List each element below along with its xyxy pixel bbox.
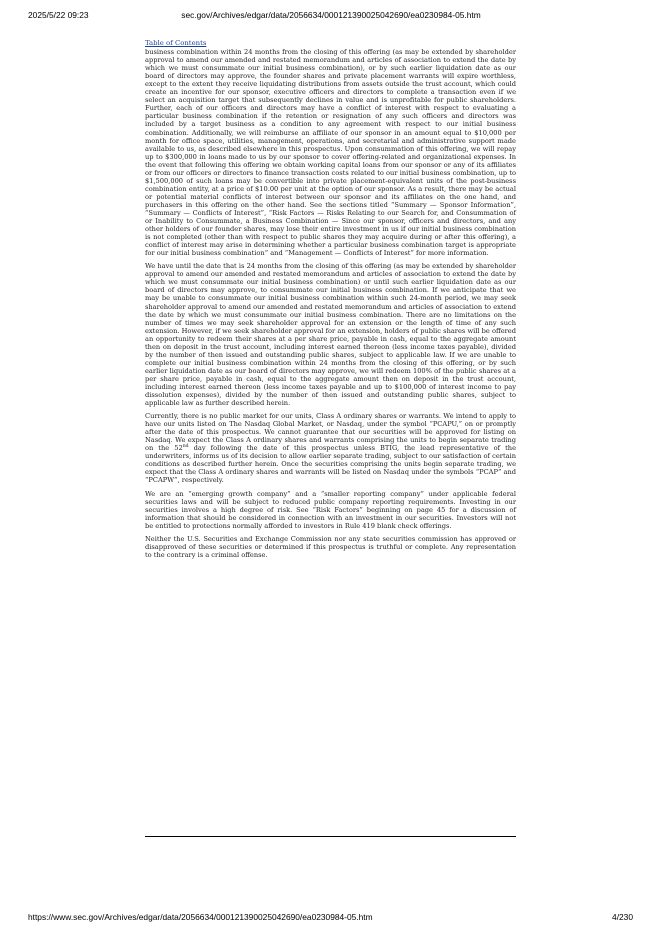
paragraph-sec-disclaimer: Neither the U.S. Securities and Exchange Commission nor any state securities commission has approved or disapproved of these securities or determined if this prospectus is truthful or complete. Any representation to the contrary is a criminal offense. [145,534,516,559]
table-of-contents-link[interactable]: Table of Contents [145,39,207,47]
print-datetime: 2025/5/22 09:23 [28,10,89,20]
ordinal-suffix: nd [182,444,189,450]
print-url: https://www.sec.gov/Archives/edgar/data/2056634/000121390025042690/ea0230984-05.htm [28,912,373,922]
divider-rule [145,836,516,837]
document-body [145,39,516,564]
print-page-count: 4/230 [612,912,633,922]
paragraph-conflicts: business combination within 24 months from the closing of this offering (as may be extended by shareholder approval to amend our amended and restated memorandum and articles of association to extend the date by which we must consummate our initial business combination), or by such earlier liquidation date as our board of directors may approve, the founder shares and private placement warrants will expire worthless, except to the extent they receive liquidating distributions from assets outside the trust account, which could create an incentive for our sponsor, executive officers and directors to complete a transaction even if we select an acquisition target that subsequently declines in value and is unprofitable for public shareholders. Further, each of our officers and directors may have a conflict of interest with respect to evaluating a particular business combination if the retention or resignation of any such officers and directors was included by a target business as a condition to any agreement with respect to our initial business combination. Additionally, we will reimburse an affiliate of our sponsor in an amount equal to $10,000 per month for office space, utilities, management, operations, and secretarial and administrative support made available to us, as described elsewhere in this prospectus. Upon consummation of this offering, we will repay up to $300,000 in loans made to us by our sponsor to cover offering-related and organizational expenses. In the event that following this offering we obtain working capital loans from our sponsor or any of its affiliates or from our officers or directors to finance transaction costs related to our initial business combination, up to $1,500,000 of such loans may be convertible into private placement-equivalent units of the post-business combination entity, at a price of $10.00 per unit at the option of our sponsor. As a result, there may be actual or potential material conflicts of interest between our sponsor and its affiliates on the one hand, and purchasers in this offering on the other hand. See the sections titled “Summary — Sponsor Information”, “Summary — Conflicts of Interest”, “Risk Factors — Risks Relating to our Search for, and Consummation of or Inability to Consummate, a Business Combination — Since our sponsor, officers and directors, and any other holders of our founder shares, may lose their entire investment in us if our initial business combination is not completed (other than with respect to public shares they may acquire during or after this offering), a conflict of interest may arise in determining whether a particular business combination target is appropriate for our initial business combination” and “Management — Conflicts of Interest” for more information. [145,48,516,258]
paragraph-deadline: We have until the date that is 24 months from the closing of this offering (as may be extended by shareholder approval to amend our amended and restated memorandum and articles of association to extend the date by which we must consummate our initial business combination) or until such earlier liquidation date as our board of directors may approve, to consummate our initial business combination. If we anticipate that we may be unable to consummate our initial business combination within such 24-month period, we may seek shareholder approval to amend our amended and restated memorandum and articles of association to extend the date by which we must consummate our initial business combination. There are no limitations on the number of times we may seek shareholder approval for an extension or the length of time of any such extension. However, if we seek shareholder approval for an extension, holders of public shares will be offered an opportunity to redeem their shares at a per share price, payable in cash, equal to the aggregate amount then on deposit in the trust account, including interest earned thereon (less income taxes payable), divided by the number of then issued and outstanding public shares, subject to applicable law. If we are unable to complete our initial business combination within 24 months from the closing of this offering, or by such earlier liquidation date as our board of directors may approve, we will redeem 100% of the public shares at a per share price, payable in cash, equal to the aggregate amount then on deposit in the trust account, including interest earned thereon (less income taxes payable and up to $100,000 of interest income to pay dissolution expenses), divided by the number of then issued and outstanding public shares, subject to applicable law as further described herein. [145,262,516,408]
paragraph-emerging-growth: We are an “emerging growth company” and a “smaller reporting company” under applicable federal securities laws and will be subject to reduced public company reporting requirements. Investing in our securities involves a high degree of risk. See “Risk Factors” beginning on page 45 for a discussion of information that should be considered in connection with an investment in our securities. Investors will not be entitled to protections normally afforded to investors in Rule 419 blank check offerings. [145,489,516,530]
paragraph-listing: Currently, there is no public market for our units, Class A ordinary shares or warrants. We intend to apply to have our units listed on The Nasdaq Global Market, or Nasdaq, under the symbol “PCAPU,” on or promptly after the date of this prospectus. We cannot guarantee that our securities will be approved for listing on Nasdaq. We expect the Class A ordinary shares and warrants comprising the units to begin separate trading on the 52nd day following the date of this prospectus unless BTIG, the lead representative of the underwriters, informs us of its decision to allow earlier separate trading, subject to our satisfaction of certain conditions as described further herein. Once the securities comprising the units begin separate trading, we expect that the Class A ordinary shares and warrants will be listed on Nasdaq under the symbols “PCAP” and “PCAPW”, respectively. [145,412,517,485]
print-page-title: sec.gov/Archives/edgar/data/2056634/000121390025042690/ea0230984-05.htm [181,10,481,20]
